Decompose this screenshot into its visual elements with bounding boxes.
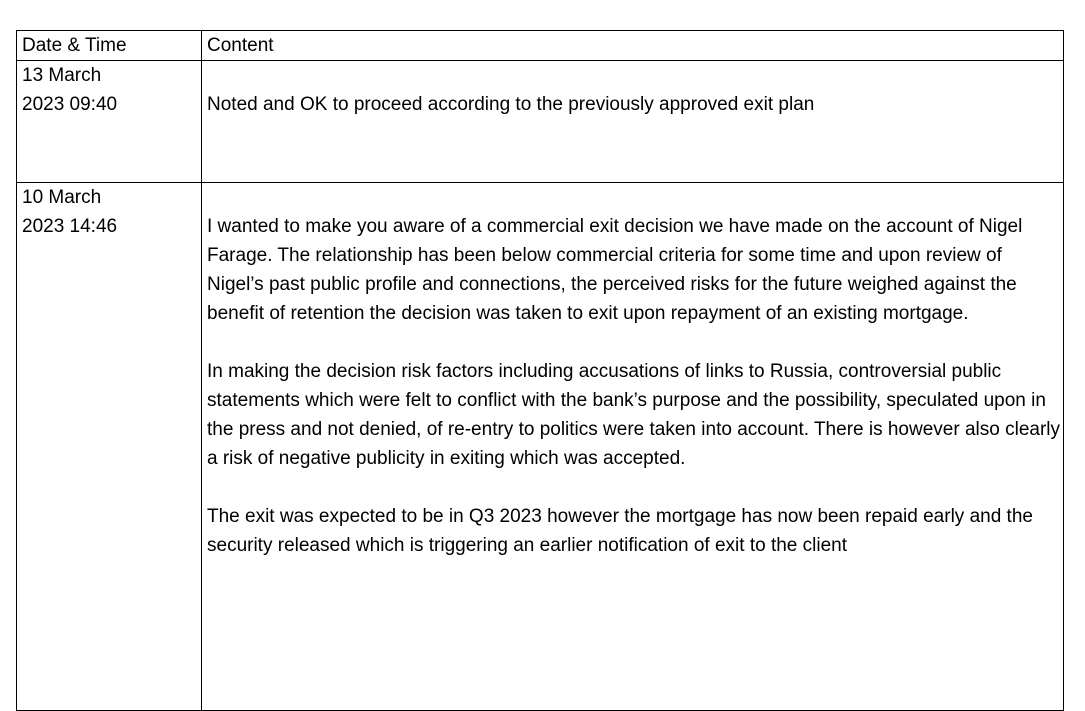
table-row <box>17 61 1064 183</box>
row-paragraph: Noted and OK to proceed according to the previously approved exit plan <box>207 94 815 115</box>
row-paragraph: I wanted to make you aware of a commercial exit decision we have made on the account of Nigel Farage. The relationship has been below commercial criteria for some time and upon review of Nigel’s past public profile and connections, the perceived risks for the future weighed against the benefit of retention the decision was taken to exit upon repayment of an existing mortgage. <box>207 216 1023 324</box>
row-content-cell <box>202 61 1064 183</box>
log-table <box>16 30 1064 711</box>
row-paragraph: In making the decision risk factors including accusations of links to Russia, controversial public statements which were felt to conflict with the bank’s purpose and the possibility, speculated upon in the press and not denied, of re-entry to politics were taken into account. There is however also clearly a risk of negative publicity in exiting which was accepted. <box>207 361 1060 469</box>
row-date: 13 March 2023 09:40 <box>22 65 118 115</box>
row-date: 10 March 2023 14:46 <box>22 187 118 237</box>
row-date-cell <box>17 183 202 711</box>
header-content <box>202 31 1064 61</box>
header-row <box>17 31 1064 61</box>
header-date <box>17 31 202 61</box>
row-content-cell <box>202 183 1064 711</box>
table-row <box>17 183 1064 711</box>
header-content-label: Content <box>207 35 274 56</box>
row-date-cell <box>17 61 202 183</box>
row-paragraph: The exit was expected to be in Q3 2023 however the mortgage has now been repaid early and the security released which is triggering an earlier notification of exit to the client <box>207 506 1033 556</box>
header-date-label: Date & Time <box>22 35 127 56</box>
